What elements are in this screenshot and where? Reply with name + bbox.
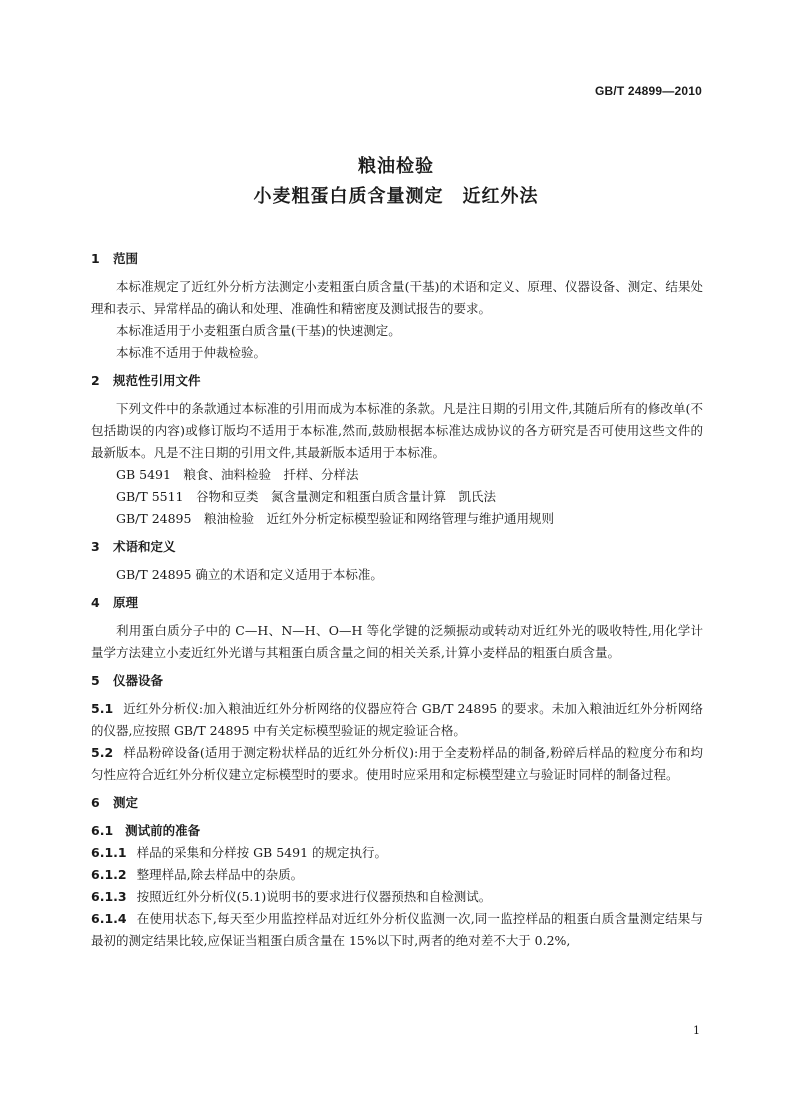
- page-number: 1: [693, 1024, 700, 1037]
- section-heading: 2 规范性引用文件: [91, 373, 201, 388]
- paragraph: 利用蛋白质分子中的 C—H、N—H、O—H 等化学键的泛频振动或转动对近红外光的吸收特性,用化学计量学方法建立小麦近红外光谱与其粗蛋白质含量之间的相关关系,计算小麦样品的粗蛋白质含量。: [91, 623, 703, 660]
- clause-item: 6.1.2 整理样品,除去样品中的杂质。: [91, 867, 304, 882]
- section-heading: 3 术语和定义: [91, 539, 176, 554]
- clause-item: 5.1 近红外分析仪:加入粮油近红外分析网络的仪器应符合 GB/T 24895 的要求。未加入粮油近红外分析网络的仪器,应按照 GB/T 24895 中有关定标模型验证的规定验证合格。: [91, 701, 703, 738]
- document-body: [91, 248, 703, 952]
- section-heading: 5 仪器设备: [91, 673, 164, 688]
- reference-item: GB 5491 粮食、油料检验 扦样、分样法: [116, 467, 359, 482]
- subsection-heading: 6.1 测试前的准备: [91, 823, 201, 838]
- section-heading: 1 范围: [91, 251, 139, 266]
- title-line-2: 小麦粗蛋白质含量测定 近红外法: [253, 186, 539, 207]
- clause-item: 6.1.4 在使用状态下,每天至少用监控样品对近红外分析仪监测一次,同一监控样品的粗蛋白质含量测定结果与最初的测定结果比较,应保证当粗蛋白质含量在 15%以下时,两者的绝对差不大于 0.2%,: [91, 911, 703, 948]
- title-line-1: 粮油检验: [358, 156, 434, 177]
- paragraph: 本标准适用于小麦粗蛋白质含量(干基)的快速测定。: [116, 323, 401, 338]
- standard-code: GB/T 24899—2010: [594, 84, 702, 98]
- paragraph: 下列文件中的条款通过本标准的引用而成为本标准的条款。凡是注日期的引用文件,其随后所有的修改单(不包括勘误的内容)或修订版均不适用于本标准,然而,鼓励根据本标准达成协议的各方研究是否可使用这些文件的最新版本。凡是不注日期的引用文件,其最新版本适用于本标准。: [91, 401, 703, 460]
- section-heading: 4 原理: [91, 595, 139, 610]
- paragraph: GB/T 24895 确立的术语和定义适用于本标准。: [116, 567, 383, 582]
- section-heading: 6 测定: [91, 795, 139, 810]
- paragraph: 本标准不适用于仲裁检验。: [116, 345, 267, 360]
- clause-item: 5.2 样品粉碎设备(适用于测定粉状样品的近红外分析仪):用于全麦粉样品的制备,粉碎后样品的粒度分布和均匀性应符合近红外分析仪建立定标模型时的要求。使用时应采用和定标模型建立与验证时同样的制备过程。: [91, 745, 703, 782]
- reference-item: GB/T 24895 粮油检验 近红外分析定标模型验证和网络管理与维护通用规则: [116, 511, 554, 526]
- reference-item: GB/T 5511 谷物和豆类 氮含量测定和粗蛋白质含量计算 凯氏法: [116, 489, 497, 504]
- clause-item: 6.1.1 样品的采集和分样按 GB 5491 的规定执行。: [91, 845, 387, 860]
- paragraph: 本标准规定了近红外分析方法测定小麦粗蛋白质含量(干基)的术语和定义、原理、仪器设备、测定、结果处理和表示、异常样品的确认和处理、准确性和精密度及测试报告的要求。: [91, 279, 703, 316]
- clause-item: 6.1.3 按照近红外分析仪(5.1)说明书的要求进行仪器预热和自检测试。: [91, 889, 492, 904]
